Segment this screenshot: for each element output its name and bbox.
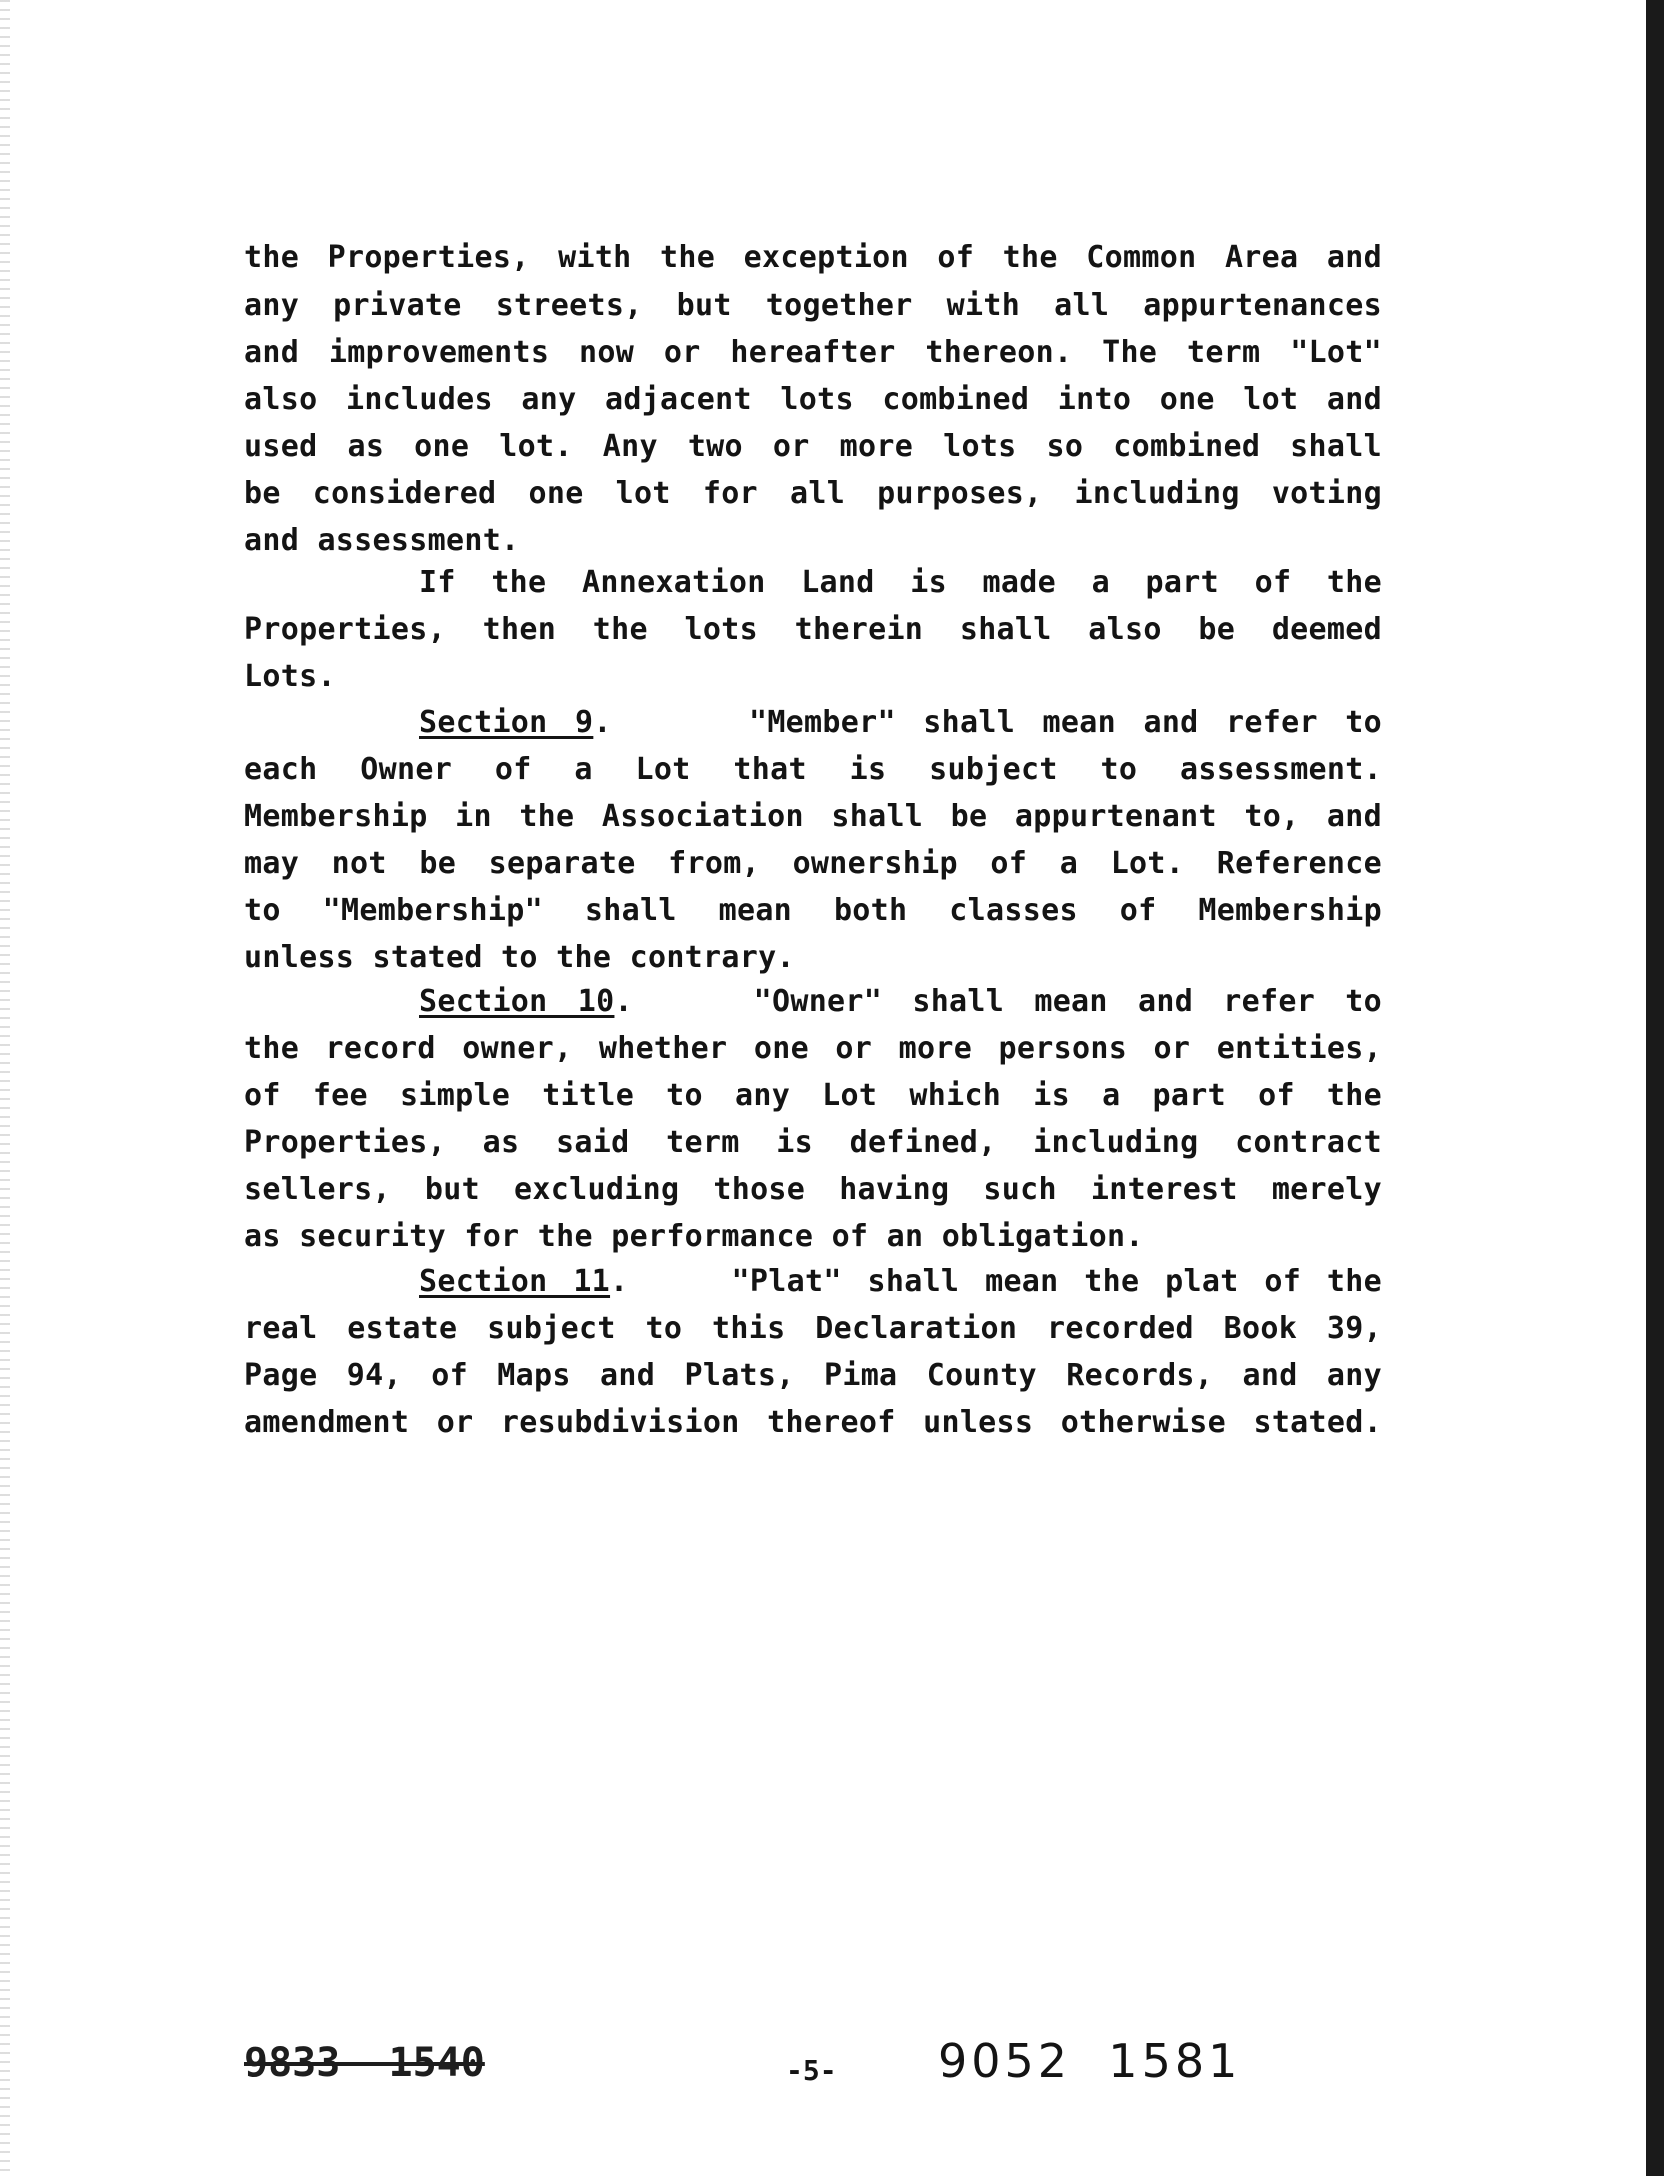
page-footer <box>244 2034 1382 2100</box>
body-line: If the Annexation Land is made a part of the <box>419 565 1382 600</box>
section-10-first-line <box>419 982 1382 1022</box>
body-line: sellers, but excluding those having such interest merely <box>244 1172 1382 1207</box>
body-line: as security for the performance of an obligation. <box>244 1219 1144 1254</box>
body-line: any private streets, but together with all appurtenances <box>244 288 1382 323</box>
body-line: unless stated to the contrary. <box>244 940 795 975</box>
body-line: be considered one lot for all purposes, including voting <box>244 476 1382 511</box>
body-line: the record owner, whether one or more persons or entities, <box>244 1031 1382 1066</box>
body-line: Membership in the Association shall be appurtenant to, and <box>244 799 1382 834</box>
section-9-lead: . "Member" shall mean and refer to <box>593 705 1382 740</box>
scan-edge-right <box>1646 0 1664 2176</box>
body-line: of fee simple title to any Lot which is a part of the <box>244 1078 1382 1113</box>
body-line: Lots. <box>244 659 336 694</box>
body-line: the Properties, with the exception of the Common Area and <box>244 240 1382 275</box>
record-reference: 9052 1581 <box>938 2034 1242 2088</box>
body-line: and assessment. <box>244 523 520 558</box>
body-line: may not be separate from, ownership of a Lot. Reference <box>244 846 1382 881</box>
body-line: to "Membership" shall mean both classes of Membership <box>244 893 1382 928</box>
body-line: used as one lot. Any two or more lots so combined shall <box>244 429 1382 464</box>
scan-edge-left <box>0 0 10 2176</box>
section-9-first-line <box>419 703 1382 743</box>
body-line: amendment or resubdivision thereof unless otherwise stated. <box>244 1405 1382 1440</box>
body-line: and improvements now or hereafter thereon. The term "Lot" <box>244 335 1382 370</box>
body-line: Properties, then the lots therein shall also be deemed <box>244 612 1382 647</box>
section-9-heading: Section 9 <box>419 705 594 740</box>
section-11-heading: Section 11 <box>419 1264 611 1299</box>
body-line: each Owner of a Lot that is subject to assessment. <box>244 752 1382 787</box>
section-11-lead: . "Plat" shall mean the plat of the <box>610 1264 1382 1299</box>
section-10-heading: Section 10 <box>419 984 615 1019</box>
struck-record-reference: 9833 1540 <box>244 2040 485 2086</box>
page-number: -5- <box>786 2054 837 2087</box>
body-line: real estate subject to this Declaration recorded Book 39, <box>244 1311 1382 1346</box>
body-line: also includes any adjacent lots combined into one lot and <box>244 382 1382 417</box>
body-line: Properties, as said term is defined, including contract <box>244 1125 1382 1160</box>
section-10-lead: . "Owner" shall mean and refer to <box>614 984 1382 1019</box>
section-11-first-line <box>419 1262 1382 1302</box>
body-line: Page 94, of Maps and Plats, Pima County Records, and any <box>244 1358 1382 1393</box>
